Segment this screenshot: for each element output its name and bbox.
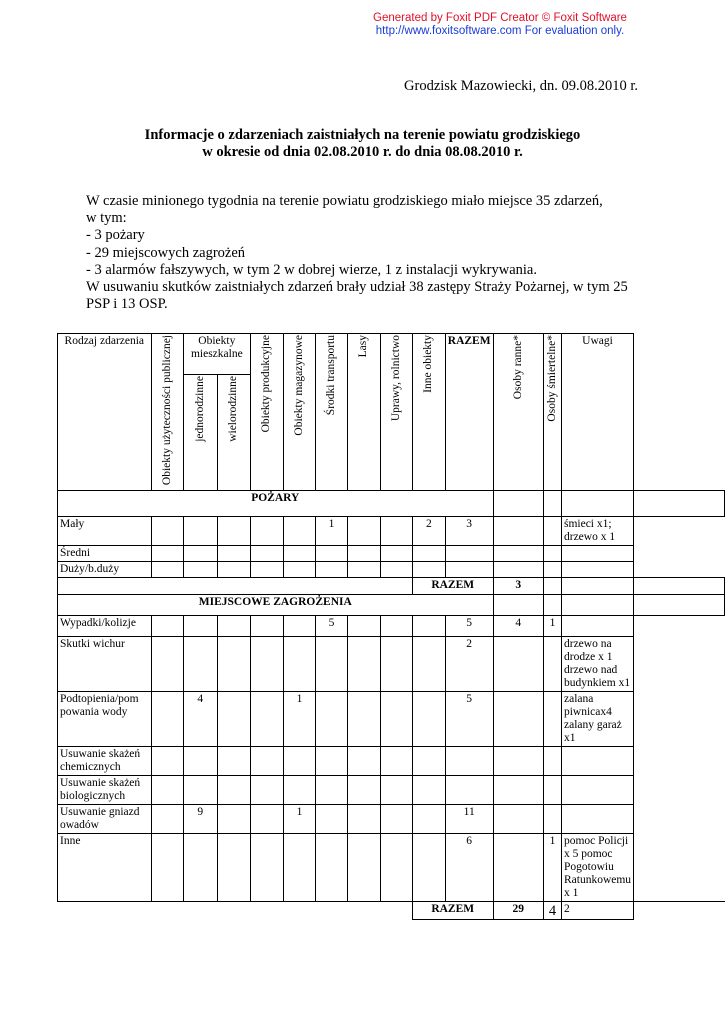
incident-table (57, 333, 725, 920)
section-mz (58, 595, 725, 616)
body-item-1: - 3 pożary (86, 227, 145, 244)
row-label: Średni (58, 546, 152, 562)
section-title-mz: MIEJSCOWE ZAGROŻENIA (58, 595, 494, 616)
header-ranne: Osoby ranne* (493, 334, 543, 491)
header-lasy: Lasy (347, 334, 380, 491)
watermark-line-2: http://www.foxitsoftware.com For evaluation only. (375, 25, 625, 37)
header-razem: RAZEM (445, 334, 493, 491)
body-line-3: W usuwaniu skutków zaistniałych zdarzeń brały udział 38 zastępy Straży Pożarnej, w tym 25 (86, 279, 628, 296)
razem-label: RAZEM (412, 578, 493, 595)
row-label: Duży/b.duży (58, 562, 152, 578)
header-rodzaj: Rodzaj zdarzenia (58, 334, 152, 491)
header-produkcyjne: Obiekty produkcyjne (251, 334, 284, 491)
row-label: Inne (58, 834, 152, 902)
row-label: Usuwanie skażeń chemicznych (58, 747, 152, 776)
header-inne-obiekty: Inne obiekty (412, 334, 445, 491)
table-row: Skutki wichur 2 drzewo na drodze x 1 drzewo nad budynkiem x1 (58, 637, 725, 692)
table-row: Podtopienia/pom powania wody 4 1 5 zalana piwnicax4 zalany garaż x1 (58, 692, 725, 747)
body-line-1: W czasie minionego tygodnia na terenie powiatu grodziskiego miało miejsce 35 zdarzeń, (86, 193, 603, 209)
pozary-razem-row (58, 578, 725, 595)
header-smiertelne: Osoby śmiertelne* (543, 334, 561, 491)
document-title (0, 127, 725, 161)
razem-value: 29 (493, 902, 543, 920)
razem-label: RAZEM (412, 902, 493, 920)
row-label: Mały (58, 517, 152, 546)
table-row (58, 562, 725, 578)
title-line-2: w okresie od dnia 02.08.2010 r. do dnia 08.08.2010 r. (202, 144, 523, 160)
section-title-pozary: POŻARY (58, 491, 494, 517)
header-uprawy: Uprawy, rolnictwo (380, 334, 412, 491)
razem-ranne: 4 (543, 902, 561, 920)
row-label: Skutki wichur (58, 637, 152, 692)
mz-razem-row (58, 902, 725, 920)
body-line-2: w tym: (86, 210, 127, 227)
header-uwagi: Uwagi (561, 334, 633, 491)
table-row: Mały 1 2 3 śmieci x1; drzewo x 1 (58, 517, 725, 546)
table-row: Inne 6 1 pomoc Policji x 5 pomoc Pogotowiu Ratunkowemu x 1 (58, 834, 725, 902)
row-label: Usuwanie skażeń biologicznych (58, 776, 152, 805)
table-row (58, 546, 725, 562)
table-row: Wypadki/kolizje 5 5 4 1 (58, 616, 725, 637)
section-pozary (58, 491, 725, 517)
razem-smiertelne: 2 (561, 902, 633, 920)
row-label: Podtopienia/pom powania wody (58, 692, 152, 747)
place-date: Grodzisk Mazowiecki, dn. 09.08.2010 r. (404, 78, 638, 94)
razem-value: 3 (493, 578, 543, 595)
header-row-1 (58, 334, 725, 375)
body-item-2: - 29 miejscowych zagrożeń (86, 244, 246, 261)
header-jednorodzinne: jednorodzinne (183, 375, 217, 491)
watermark-line-1: Generated by Foxit PDF Creator © Foxit Software (373, 12, 627, 24)
table-row (58, 747, 725, 776)
table-row (58, 776, 725, 805)
body-item-3: - 3 alarmów fałszywych, w tym 2 w dobrej wierze, 1 z instalacji wykrywania. (86, 261, 537, 278)
table-row: Usuwanie gniazd owadów 9 1 11 (58, 805, 725, 834)
header-wielorodzinne: wielorodzinne (217, 375, 250, 491)
header-transport: Środki transportu (315, 334, 347, 491)
header-mieszkalne: Obiekty mieszkalne (183, 334, 250, 375)
body-line-4: PSP i 13 OSP. (86, 296, 168, 313)
body-text (86, 193, 646, 313)
title-line-1: Informacje o zdarzeniach zaistniałych na terenie powiatu grodziskiego (144, 127, 581, 143)
row-label: Wypadki/kolizje (58, 616, 152, 637)
header-magazynowe: Obiekty magazynowe (283, 334, 315, 491)
row-label: Usuwanie gniazd owadów (58, 805, 152, 834)
foxit-watermark (360, 12, 640, 38)
header-uzytecznosci: Obiekty użyteczności publicznej (151, 334, 183, 491)
